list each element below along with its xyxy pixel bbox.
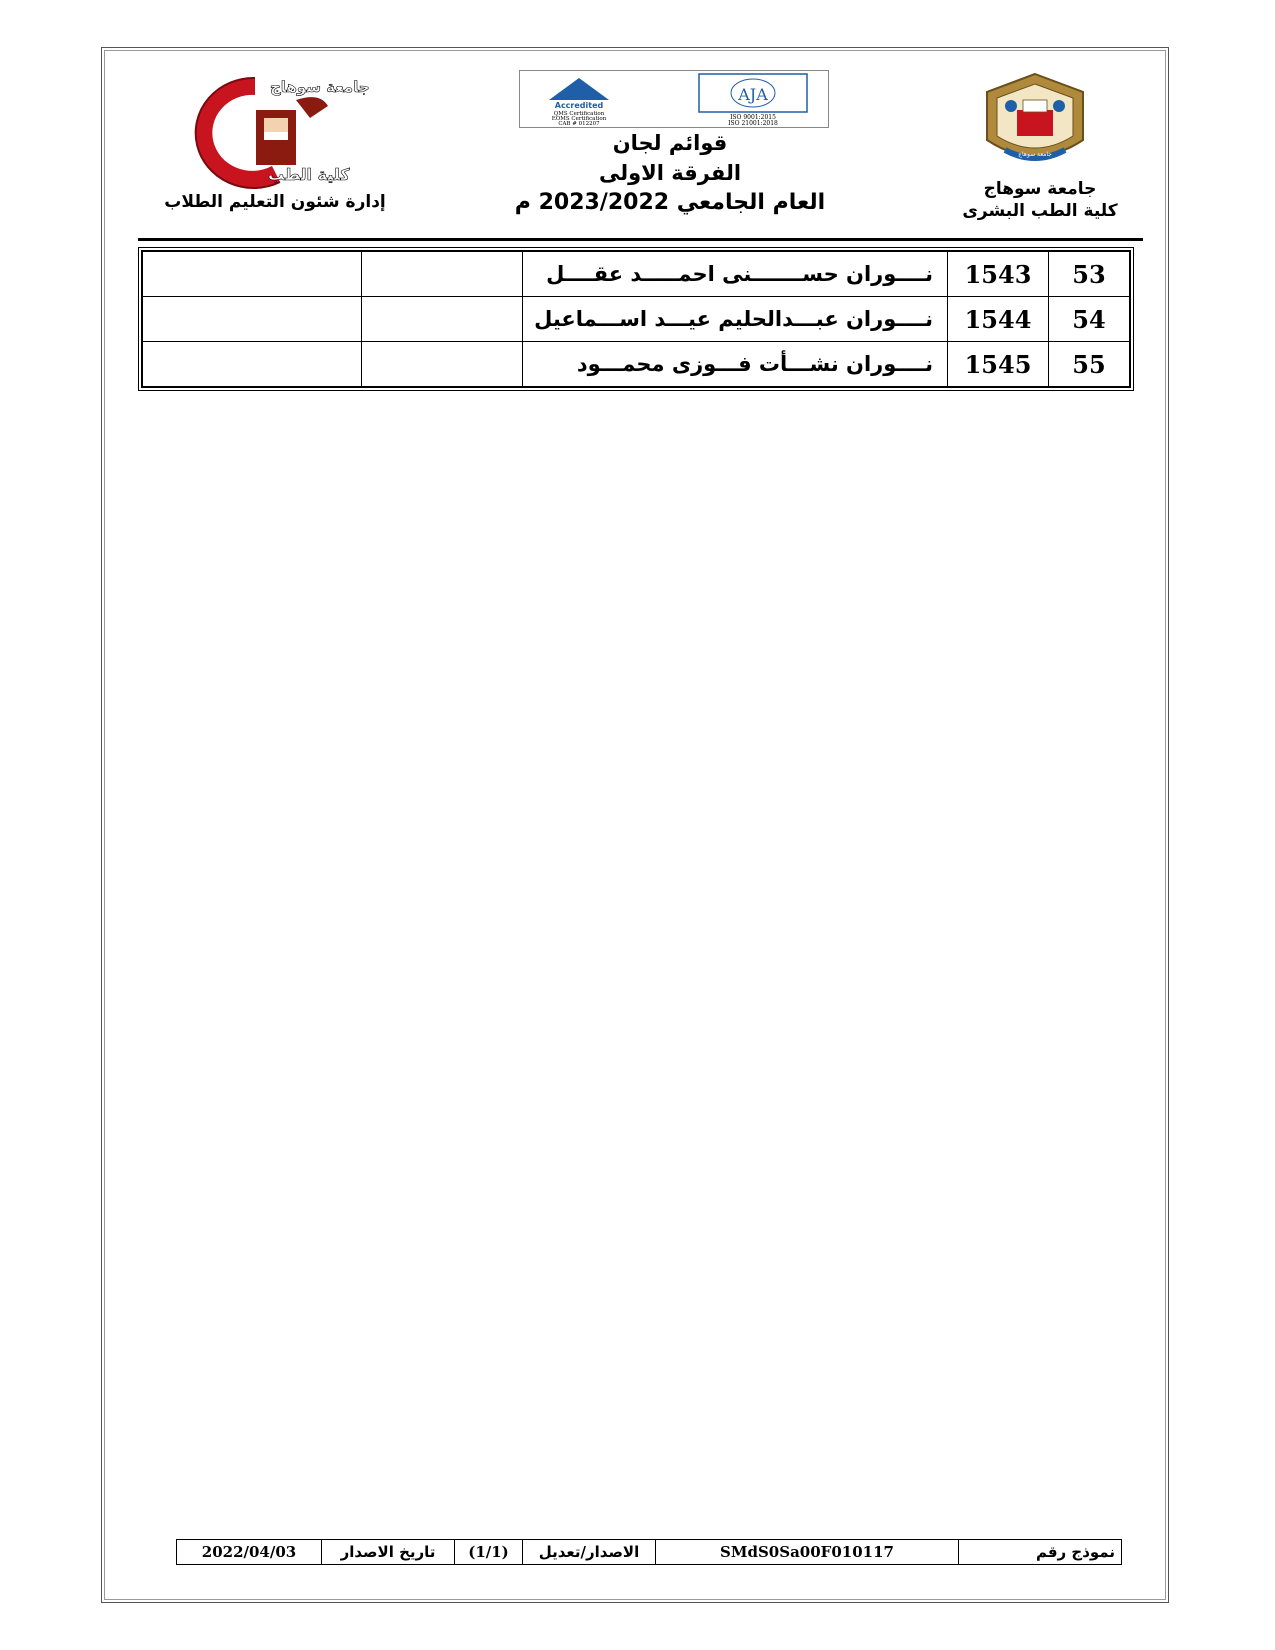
university-block bbox=[950, 178, 1130, 222]
aja-name: AJA bbox=[738, 85, 768, 104]
empty-cell bbox=[143, 342, 362, 387]
aja-iso-9001: ISO 9001:2015 bbox=[730, 114, 776, 121]
empty-cell bbox=[143, 252, 362, 297]
id-cell: 1545 bbox=[948, 342, 1049, 387]
form-number-value: SMdS0Sa00F010117 bbox=[656, 1540, 959, 1564]
seq-cell: 54 bbox=[1049, 297, 1130, 342]
id-cell: 1544 bbox=[948, 297, 1049, 342]
edition-label: الاصدار/تعديل bbox=[523, 1540, 656, 1564]
table-row bbox=[143, 252, 1130, 297]
aja-iso-21001: ISO 21001:2018 bbox=[728, 120, 778, 127]
table-row bbox=[143, 297, 1130, 342]
faculty-logo bbox=[160, 70, 370, 190]
department-label: إدارة شئون التعليم الطلاب bbox=[164, 192, 386, 212]
name-cell: نــــوران حســـــــنى احمـــــد عقــــل bbox=[523, 252, 948, 297]
seq-cell: 53 bbox=[1049, 252, 1130, 297]
empty-cell bbox=[362, 297, 523, 342]
university-seal bbox=[975, 70, 1095, 175]
title-year-group: الفرقة الاولى bbox=[598, 161, 742, 185]
egac-accredited: Accredited bbox=[554, 101, 604, 110]
egac-qms: QMS Certification bbox=[553, 111, 605, 117]
issue-date-value: 2022/04/03 bbox=[201, 1543, 297, 1561]
empty-cell bbox=[143, 297, 362, 342]
id-cell: 1543 bbox=[948, 252, 1049, 297]
header-divider bbox=[138, 238, 1143, 241]
faculty-name: كلية الطب البشرى bbox=[962, 201, 1118, 221]
egac-cab: CAB # 012207 bbox=[558, 121, 600, 127]
logo-left-bottom-text: كلية الطب bbox=[268, 165, 350, 184]
empty-cell bbox=[362, 252, 523, 297]
student-roster-table bbox=[138, 247, 1134, 391]
table-row bbox=[143, 342, 1130, 387]
seq-cell: 55 bbox=[1049, 342, 1130, 387]
name-cell: نــــوران عبـــدالحليم عيـــد اســـماعيل bbox=[523, 297, 948, 342]
egac-eoms: EOMS Certification bbox=[551, 116, 607, 122]
title-committees: قوائم لجان bbox=[612, 131, 728, 155]
certification-badges bbox=[519, 70, 829, 128]
form-number-label: نموذج رقم bbox=[959, 1540, 1122, 1564]
name-cell: نــــوران نشـــأت فـــوزى محمـــود bbox=[523, 342, 948, 387]
logo-left-arc-text: جامعة سوهاج bbox=[270, 78, 370, 96]
edition-value: (1/1) bbox=[455, 1540, 523, 1564]
form-footer bbox=[176, 1539, 1122, 1565]
university-name: جامعة سوهاج bbox=[983, 179, 1097, 199]
document-title bbox=[480, 128, 860, 218]
egac-name: E.G.A.C bbox=[558, 92, 600, 103]
seal-text: جامعة سوهاج bbox=[1018, 151, 1052, 158]
issue-date-label: تاريخ الاصدار bbox=[322, 1540, 455, 1564]
title-academic-year: العام الجامعي 2023/2022 م bbox=[514, 190, 826, 215]
empty-cell bbox=[362, 342, 523, 387]
